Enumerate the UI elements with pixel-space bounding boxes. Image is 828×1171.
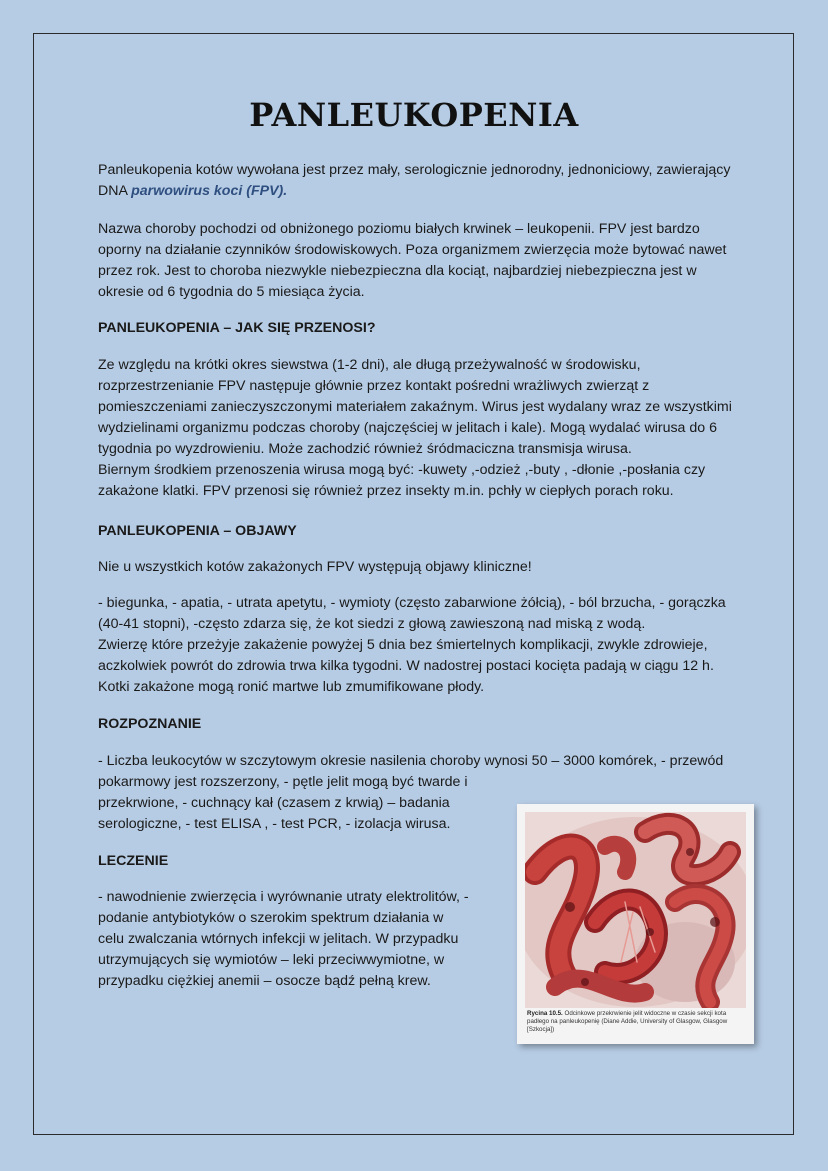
transmission-text-2: Biernym środkiem przenoszenia wirusa mogą być: -kuwety ,-odzież ,-buty , -dłonie ,-posłania czy zakażone klatki. FPV przenosi się również przez insekty m.in. pchły w ciepłych porach roku. [98, 462, 706, 499]
transmission-heading: PANLEUKOPENIA – JAK SIĘ PRZENOSI? [98, 320, 376, 336]
virus-name: parwowirus koci (FPV). [131, 183, 288, 199]
transmission-paragraph [98, 355, 738, 502]
intestine-photo [525, 812, 746, 1008]
disease-name-paragraph: Nazwa choroby pochodzi od obniżonego poziomu białych krwinek – leukopenii. FPV jest bardzo oporny na działanie czynników środowiskowych. Poza organizmem zwierzęcia może bytować nawet przez rok. Jest to choroba niezwykle niebezpieczna dla kociąt, najbardziej niebezpieczna jest w okresie od 6 tygodnia do 5 miesiąca życia. [98, 221, 727, 300]
symptoms-text: - biegunka, - apatia, - utrata apetytu, - wymioty (często zabarwione żółcią), - ból brzucha, - gorączka (40-41 stopni), -często zdarza się, że kot siedzi z głową zawieszoną nad miską z wodą. [98, 595, 726, 632]
intro-paragraph [98, 160, 738, 202]
intestine-figure [517, 804, 754, 1044]
figure-caption [527, 1010, 747, 1034]
symptoms-heading: PANLEUKOPENIA – OBJAWY [98, 523, 297, 539]
diagnosis-first-line: - Liczba leukocytów w szczytowym okresie nasilenia choroby wynosi 50 – 3000 komórek, - przewód [98, 753, 724, 769]
diagnosis-heading: ROZPOZNANIE [98, 716, 202, 732]
diagnosis-rest: pokarmowy jest rozszerzony, - pętle jelit mogą być twarde i przekrwione, - cuchnący kał (czasem z krwią) – badania serologiczne, - test ELISA , - test PCR, - izolacja wirusa. [98, 774, 468, 832]
prognosis-text: Zwierzę które przeżyje zakażenie powyżej 5 dnia bez śmiertelnych komplikacji, zwykle zdrowieje, aczkolwiek powrót do zdrowia trwa kilka tygodni. W nadostrej postaci kocięta padają w ciągu 12 h. Kotki zakażone mogą ronić martwe lub zmumifikowane płody. [98, 637, 714, 695]
treatment-heading: LECZENIE [98, 853, 169, 869]
treatment-paragraph: - nawodnienie zwierzęcia i wyrównanie utraty elektrolitów, - podanie antybiotyków o szerokim spektrum działania w celu zwalczania wtórnych infekcji w jelitach. W przypadku utrzymujących się wymiotów – leki przeciwwymiotne, w przypadku ciężkiej anemii – osocze bądź pełną krew. [98, 889, 469, 989]
figure-caption-label: Rycina 10.5. [527, 1010, 563, 1017]
transmission-text-1: Ze względu na krótki okres siewstwa (1-2 dni), ale długą przeżywalność w środowisku, rozprzestrzenianie FPV następuje głównie przez kontakt pośredni wrażliwych zwierząt z pomieszczeniami zanieczyszczonymi materiałem zakaźnym. Wirus jest wydalany wraz ze wszystkimi wydzielinami organizmu podczas choroby (najczęściej w jelitach i kale). Mogą wydalać wirusa do 6 tygodnia po wyzdrowieniu. Może zachodzić również śródmaciczna transmisja wirusa. [98, 357, 732, 457]
page-title: PANLEUKOPENIA [249, 96, 579, 134]
symptoms-list [98, 593, 738, 698]
figure-caption-text: Odcinkowe przekrwienie jelit widoczne w czasie sekcji kota padłego na panleukopenię (Diane Addie, University of Glasgow, Glasgow [Szkocja]) [527, 1010, 728, 1033]
symptoms-warning: Nie u wszystkich kotów zakażonych FPV występują objawy kliniczne! [98, 559, 532, 575]
intro-text: Panleukopenia kotów wywołana jest przez mały, serologicznie jednorodny, jednoniciowy, zawierający DNA [98, 162, 731, 199]
